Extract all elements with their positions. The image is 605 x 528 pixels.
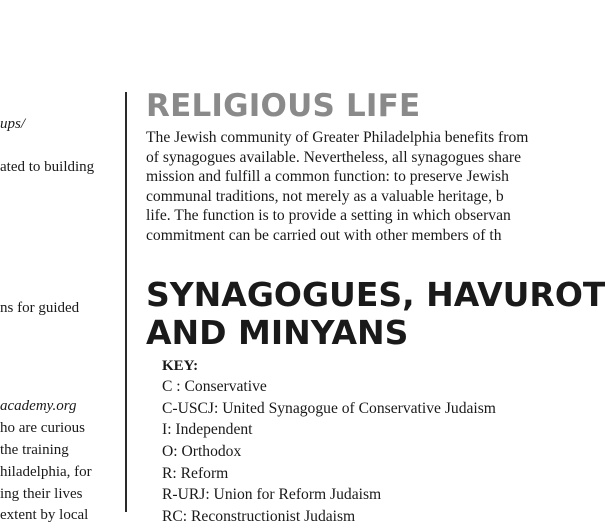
intro-line: mission and fulfill a common function: to preserve Jewish xyxy=(146,168,509,185)
key-item: R-URJ: Union for Reform Judaism xyxy=(162,486,382,504)
intro-line: commitment can be carried out with other members of th xyxy=(146,226,502,244)
left-column-fragment: ho are curious xyxy=(0,420,85,436)
left-column-fragment: ing their lives xyxy=(0,486,83,502)
column-divider xyxy=(125,92,127,512)
left-column-fragment: ups/ xyxy=(0,116,26,132)
left-column-fragment: hiladelphia, for xyxy=(0,464,92,480)
key-item: R: Reform xyxy=(162,464,229,482)
synagogues-heading-line: SYNAGOGUES, HAVUROT xyxy=(146,275,605,314)
left-column-fragment: ns for guided xyxy=(0,300,80,316)
key-item: O: Orthodox xyxy=(162,443,242,461)
key-list xyxy=(162,356,522,528)
left-column-fragment: ated to building xyxy=(0,159,95,175)
synagogues-heading-line: AND MINYANS xyxy=(146,313,409,352)
intro-line: life. The function is to provide a setting in which observan xyxy=(146,207,511,224)
right-column xyxy=(146,0,605,526)
key-item: RC: Reconstructionist Judaism xyxy=(162,508,356,526)
section-heading: RELIGIOUS LIFE xyxy=(146,88,421,124)
intro-line: of synagogues available. Nevertheless, all synagogues share xyxy=(146,148,521,166)
left-column xyxy=(0,0,124,523)
intro-line: The Jewish community of Greater Philadelphia benefits from xyxy=(146,129,529,146)
intro-line: communal traditions, not merely as a valuable heritage, b xyxy=(146,187,504,205)
key-label: KEY: xyxy=(162,358,199,374)
left-column-fragment: academy.org xyxy=(0,398,77,414)
left-column-fragment: the training xyxy=(0,442,69,458)
key-item: C-USCJ: United Synagogue of Conservative Judaism xyxy=(162,399,496,417)
key-item: I: Independent xyxy=(162,421,253,439)
intro-paragraph xyxy=(146,128,566,245)
key-item: C : Conservative xyxy=(162,378,267,395)
left-column-fragment: extent by local xyxy=(0,507,89,523)
synagogues-heading xyxy=(146,276,605,352)
